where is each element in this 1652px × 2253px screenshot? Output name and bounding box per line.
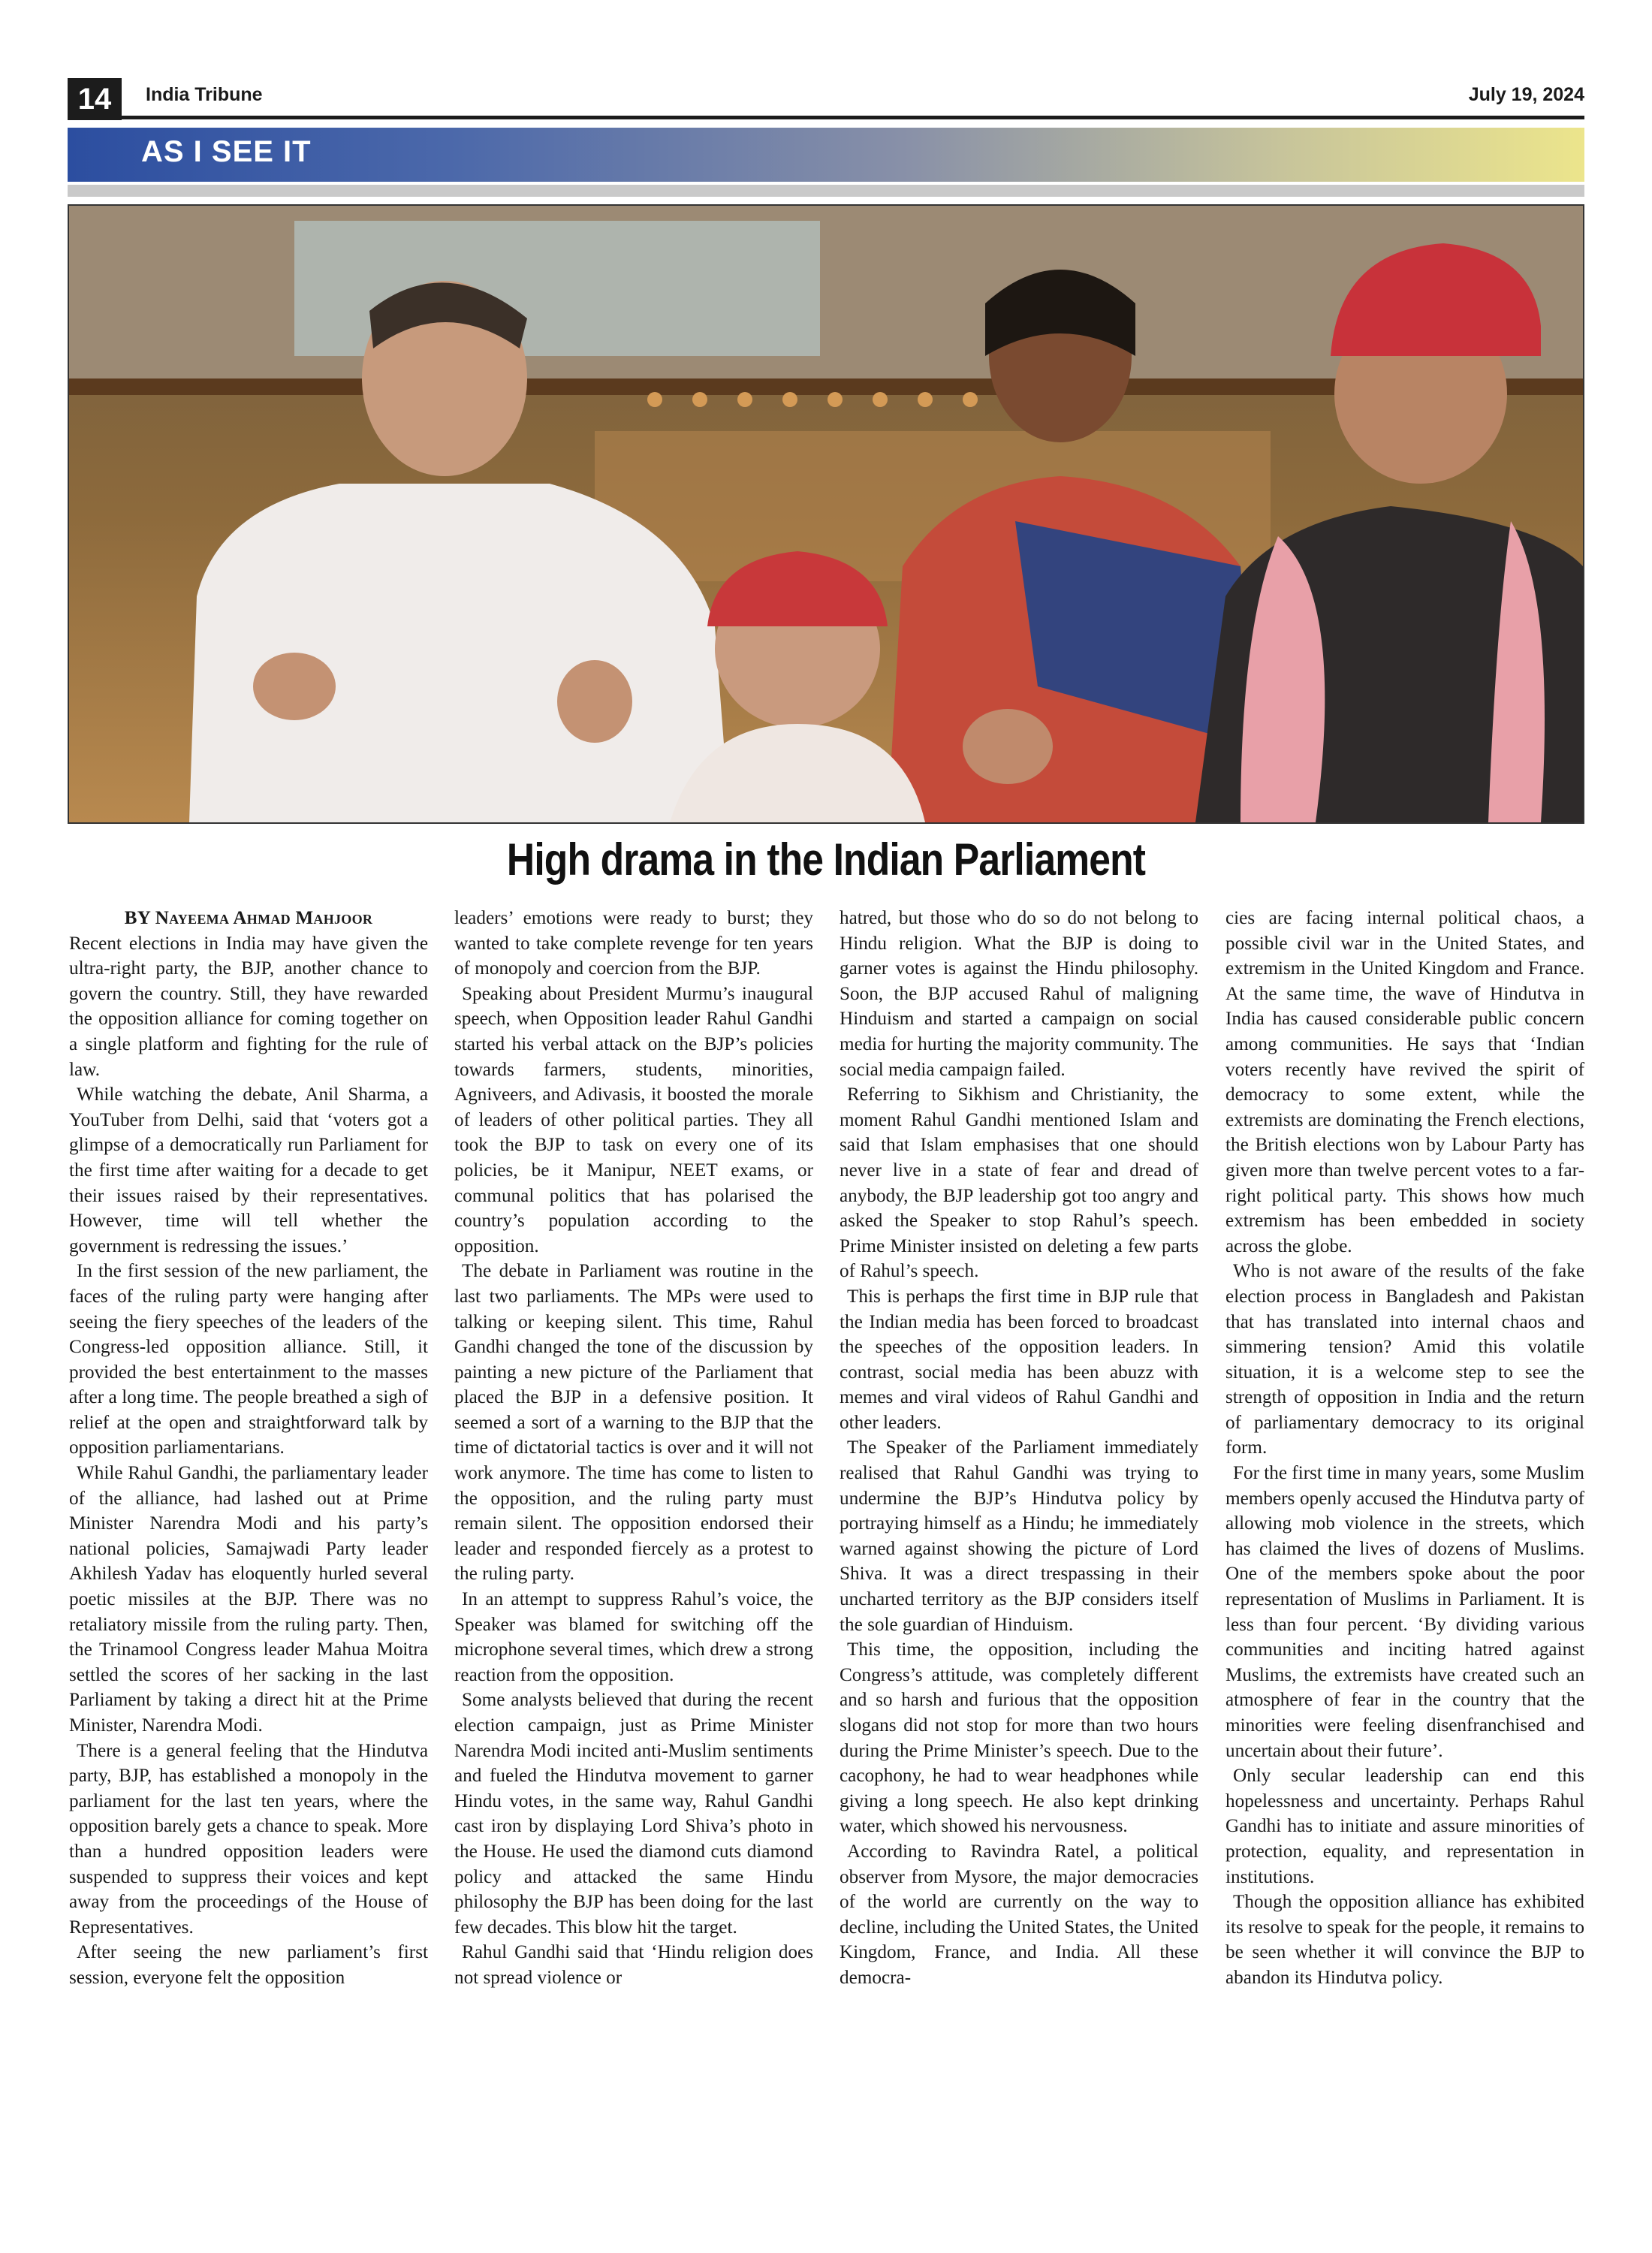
- paragraph: According to Ravindra Ratel, a political observer from Mysore, the major democracies of the world are currently on the way to decline, including the United States, the United Kingdom, France, and India. All these democra-: [840, 1841, 1198, 1988]
- paragraph: leaders’ emotions were ready to burst; they wanted to take complete revenge for ten years of monopoly and coercion from the BJP.: [454, 908, 813, 979]
- paragraph: While Rahul Gandhi, the parliamentary leader of the alliance, had lashed out at Prime Minister Narendra Modi and his party’s national policies, Samajwadi Party leader Akhilesh Yadav has eloquently hurled several poetic missiles at the BJP. There was no retaliatory missile from the ruling party. Then, the Trinamool Congress leader Mahua Moitra settled the scores of her sacking in the last Parliament by taking a direct hit at the Prime Minister, Narendra Modi.: [69, 1463, 428, 1736]
- byline-prefix: BY: [124, 908, 151, 928]
- paragraph: Though the opposition alliance has exhibited its resolve to speak for the people, it remains to be seen whether it will convince the BJP to abandon its Hindutva policy.: [1225, 1892, 1584, 1988]
- paragraph: Recent elections in India may have given the ultra-right party, the BJP, another chance to govern the country. Still, they have rewarded the opposition alliance for coming together on a single platform and fighting for the rule of law.: [69, 933, 428, 1080]
- lead-photo: [68, 204, 1584, 824]
- paragraph: There is a general feeling that the Hindutva party, BJP, has established a monopoly in the parliament for the last ten years, where the opposition barely gets a chance to speak. More than a hundred opposition leaders were suspended to suppress their voices and kept away from the proceedings of the House of Representatives.: [69, 1740, 428, 1938]
- paragraph: cies are facing internal political chaos, a possible civil war in the United States, and extremism in the United Kingdom and France. At the same time, the wave of Hindutva in India has caused considerable public concern among communities. He says that ‘Indian voters recently have revived the spirit of democracy to some extent, while the extremists are dominating the French elections, the British elections won by Labour Party has given more than twelve percent votes to a far-right political party. This shows how much extremism has been embedded in society across the globe.: [1225, 908, 1584, 1256]
- paragraph: This time, the opposition, including the Congress’s attitude, was completely different and so harsh and furious that the opposition slogans did not stop for more than two hours during the Prime Minister’s speech. Due to the cacophony, he had to wear headphones while giving a long speech. He also kept drinking water, which showed his nervousness.: [840, 1639, 1198, 1837]
- paragraph: In an attempt to suppress Rahul’s voice, the Speaker was blamed for switching off the microphone several times, which drew a strong reaction from the opposition.: [454, 1589, 813, 1685]
- article-headline: High drama in the Indian Parliament: [506, 834, 1146, 885]
- article-column-1: [69, 906, 428, 1991]
- paragraph: For the first time in many years, some Muslim members openly accused the Hindutva party of allowing mob violence in the streets, which has claimed the lives of dozens of Muslims. One of the members spoke about the poor representation of Muslims in Parliament. It is less than four percent. ‘By dividing various communities and inciting hatred against Muslims, the extremists have created such an atmosphere of fear in the country that the minorities were feeling disenfranchised and uncertain about their future’.: [1225, 1463, 1585, 1761]
- paragraph: The Speaker of the Parliament immediately realised that Rahul Gandhi was trying to undermine the BJP’s Hindutva policy by portraying himself as a Hindu; he immediately warned against showing the picture of Lord Shiva. It was a direct trespassing in their uncharted territory as the BJP considers itself the sole guardian of Hinduism.: [840, 1437, 1198, 1635]
- banner-rule: [68, 185, 1584, 197]
- paragraph: hatred, but those who do so do not belong to Hindu religion. What the BJP is doing to garner votes is against the Hindu philosophy. Soon, the BJP accused Rahul of maligning Hinduism and started a campaign on social media for hurting the majority community. The social media campaign failed.: [840, 908, 1198, 1080]
- paragraph: Speaking about President Murmu’s inaugural speech, when Opposition leader Rahul Gandhi started his verbal attack on the BJP’s policies towards farmers, students, minorities, Agniveers, and Adivasis, it boosted the morale of leaders of other political parties. They all took the BJP to task on every one of its policies, be it Manipur, NEET exams, or communal politics that has polarised the country’s population according to the opposition.: [454, 983, 813, 1256]
- paragraph: Who is not aware of the results of the fake election process in Bangladesh and Pakistan that has translated into internal chaos and simmering tension? Amid this volatile situation, it is a welcome step to see the strength of opposition in India and the return of parliamentary democracy to its original form.: [1225, 1261, 1584, 1458]
- paragraph: Only secular leadership can end this hopelessness and uncertainty. Perhaps Rahul Gandhi has to initiate and assure minorities of protection, equality, and representation in institutions.: [1225, 1766, 1584, 1887]
- paragraph: The debate in Parliament was routine in the last two parliaments. The MPs were used to talking or keeping silent. This time, Rahul Gandhi changed the tone of the discussion by painting a new picture of the Parliament that placed the BJP in a defensive position. It seemed a sort of a warning to the BJP that the time of dictatorial tactics is over and it will not work anymore. The time has come to listen to the opposition, and the ruling party must remain silent. The opposition endorsed their leader and responded fiercely as a protest to the ruling party.: [454, 1261, 813, 1585]
- publication-name: India Tribune: [146, 84, 263, 105]
- page-number: 14: [68, 78, 122, 120]
- article-column-3: [840, 906, 1198, 1991]
- paragraph: Referring to Sikhism and Christianity, the moment Rahul Gandhi mentioned Islam and said that Islam emphasises that one should never live in a state of fear and dread of anybody, the BJP leadership got too angry and asked the Speaker to stop Rahul’s speech. Prime Minister insisted on deleting a few parts of Rahul’s speech.: [840, 1084, 1198, 1282]
- author-name: Nayeema Ahmad Mahjoor: [155, 908, 373, 928]
- paragraph: Some analysts believed that during the recent election campaign, just as Prime Minister Narendra Modi incited anti-Muslim sentiments and fueled the Hindutva movement to garner Hindu votes, in the same way, Rahul Gandhi cast iron by displaying Lord Shiva’s photo in the House. He used the diamond cuts diamond policy and attacked the same Hindu philosophy the BJP has been doing for the last few decades. This blow hit the target.: [454, 1690, 813, 1938]
- paragraph: This is perhaps the first time in BJP rule that the Indian media has been forced to broadcast the speeches of the opposition leaders. In contrast, social media has been abuzz with memes and viral videos of Rahul Gandhi and other leaders.: [840, 1286, 1198, 1433]
- section-label: AS I SEE IT: [141, 135, 312, 168]
- header-rule: [68, 116, 1584, 119]
- issue-date: July 19, 2024: [1468, 84, 1584, 105]
- paragraph: In the first session of the new parliament, the faces of the ruling party were hanging after seeing the fiery speeches of the leaders of the Congress-led opposition alliance. Still, it provided the best entertainment to the masses after a long time. The people breathed a sigh of relief at the open and straightforward talk by opposition parliamentarians.: [69, 1261, 428, 1458]
- article-column-4: [1225, 906, 1584, 1991]
- paragraph: While watching the debate, Anil Sharma, a YouTuber from Delhi, said that ‘voters got a glimpse of a democratically run Parliament for the first time after waiting for a decade to get their issues raised by their representatives. However, time will tell whether the government is redressing the issues.’: [69, 1084, 428, 1256]
- paragraph: Rahul Gandhi said that ‘Hindu religion does not spread violence or: [454, 1942, 813, 1988]
- byline: [69, 906, 428, 931]
- section-banner: [68, 128, 1584, 182]
- article-column-2: [454, 906, 813, 1991]
- paragraph: After seeing the new parliament’s first session, everyone felt the opposition: [69, 1942, 428, 1988]
- page-header: [68, 78, 1584, 117]
